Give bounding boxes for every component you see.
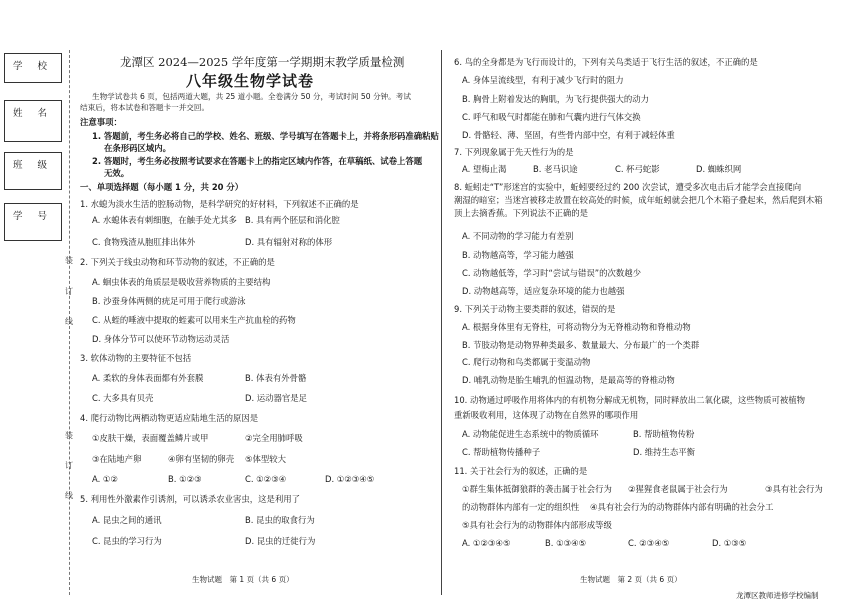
q11-option-c: C. ②③④⑤ [628, 538, 670, 548]
name-cell [4, 100, 62, 142]
notes-title: 注意事项： [80, 117, 122, 127]
cut-mark: 订 [65, 461, 73, 470]
q3-option-c: C. 大多具有贝壳 [92, 393, 154, 403]
q6-stem: 6. 鸟的全身都是为飞行而设计的，下列有关鸟类适于飞行生活的叙述，不正确的是 [454, 57, 758, 67]
q7-stem: 7. 下列现象属于先天性行为的是 [454, 147, 574, 157]
cut-mark: 线 [65, 317, 73, 326]
q4-item-5: ⑤体型较大 [245, 454, 287, 464]
q9-option-a: A. 根据身体里有无脊柱，可将动物分为无脊椎动物和脊椎动物 [462, 322, 691, 332]
section-1-title: 一、单项选择题（每小题 1 分，共 20 分） [80, 182, 244, 192]
q8-stem-line-3: 顶上去摘香蕉。下列说法不正确的是 [454, 208, 588, 218]
q5-option-d: D. 昆虫的迁徙行为 [245, 536, 316, 546]
name-label: 姓 名 [13, 108, 54, 119]
q4-option-c: C. ①②③④ [245, 474, 287, 484]
q1-option-c: C. 食物残渣从胞肛排出体外 [92, 237, 196, 247]
note-1a: 1. 答题前，考生务必将自己的学校、姓名、班级、学号填写在答题卡上，并将条形码准确粘贴 [92, 131, 439, 141]
q11-item-3: ③具有社会行为 [765, 484, 823, 494]
footer-page-2: 生物试题 第 2 页（共 6 页） [580, 575, 682, 584]
q10-stem-line-1: 10. 动物通过呼吸作用将体内的有机物分解成无机物，同时释放出二氧化碳，这些物质可被植物 [454, 395, 805, 405]
q7-option-d: D. 蜘蛛织网 [696, 164, 742, 174]
q6-option-d: D. 骨骼轻、薄、坚固，有些骨内部中空，有利于减轻体重 [462, 130, 675, 140]
q4-option-d: D. ①②③④⑤ [325, 474, 375, 484]
q3-stem: 3. 软体动物的主要特征不包括 [80, 353, 192, 363]
footer-page-1: 生物试题 第 1 页（共 6 页） [192, 575, 294, 584]
intro-line-2: 结束后，将本试卷和答题卡一并交回。 [80, 103, 210, 112]
q4-option-b: B. ①②③ [168, 474, 202, 484]
q1-stem: 1. 水螅为淡水生活的腔肠动物，是科学研究的好材料，下列叙述不正确的是 [80, 199, 359, 209]
q10-option-b: B. 帮助植物传粉 [633, 429, 695, 439]
student-id-label: 学 号 [13, 211, 54, 222]
q5-stem: 5. 利用性外激素作引诱剂，可以诱杀农业害虫，这是利用了 [80, 494, 301, 504]
q11-option-d: D. ①③⑤ [712, 538, 747, 548]
q2-option-d: D. 身体分节可以使环节动物运动灵活 [92, 334, 230, 344]
q1-option-d: D. 具有辐射对称的体形 [245, 237, 333, 247]
q11-item-5: ⑤具有社会行为的动物群体内部形成等级 [462, 520, 612, 530]
q7-option-a: A. 望梅止渴 [462, 164, 507, 174]
q11-item-2: ②猩猩食老鼠属于社会行为 [628, 484, 728, 494]
q2-option-b: B. 沙蚕身体两侧的疣足可用于爬行或游泳 [92, 296, 246, 306]
q11-item-1: ①群生集体抵御狼群的袭击属于社会行为 [462, 484, 612, 494]
q6-option-a: A. 身体呈流线型，有利于减少飞行时的阻力 [462, 75, 624, 85]
exam-subtitle: 八年级生物学试卷 [186, 72, 315, 90]
q10-stem-line-2: 重新吸收利用，这体现了动物在自然界的哪项作用 [454, 410, 639, 420]
school-label: 学 校 [13, 61, 54, 72]
cut-mark: 装 [65, 431, 73, 440]
q10-option-d: D. 维持生态平衡 [633, 447, 696, 457]
intro-line-1: 生物学试卷共 6 页，包括两道大题，共 25 道小题。全卷满分 50 分，考试时间 50 分钟。考试 [92, 92, 411, 101]
q9-option-d: D. 哺乳动物是胎生哺乳的恒温动物，是最高等的脊椎动物 [462, 375, 675, 385]
page-divider [441, 50, 442, 595]
q1-option-a: A. 水螅体表有刺细胞，在触手处尤其多 [92, 215, 237, 225]
note-2a: 2. 答题时，考生务必按照考试要求在答题卡上的指定区域内作答，在草稿纸、试卷上答题 [92, 156, 423, 166]
q11-option-a: A. ①②③④⑤ [462, 538, 511, 548]
q4-item-1: ①皮肤干燥，表面覆盖鳞片或甲 [92, 433, 209, 443]
q5-option-c: C. 昆虫的学习行为 [92, 536, 162, 546]
cut-mark: 线 [65, 491, 73, 500]
q1-option-b: B. 具有两个胚层和消化腔 [245, 215, 340, 225]
cut-mark: 装 [65, 256, 73, 265]
q8-stem-line-2: 潮湿的暗室；当迷宫被移走放置在较高处的时候，成年蚯蚓就会把几个木箱子叠起来，然后爬到木箱 [454, 195, 823, 205]
q4-item-4: ④卵有坚韧的卵壳 [168, 454, 235, 464]
q5-option-a: A. 昆虫之间的通讯 [92, 515, 162, 525]
q11-item-3-cont: 的动物群体内部有一定的组织性 [462, 502, 580, 512]
q8-option-a: A. 不同动物的学习能力有差别 [462, 231, 574, 241]
exam-title: 龙潭区 2024—2025 学年度第一学期期末教学质量检测 [120, 55, 405, 69]
q10-option-a: A. 动物能促进生态系统中的物质循环 [462, 429, 599, 439]
q3-option-b: B. 体表有外骨骼 [245, 373, 307, 383]
q8-option-d: D. 动物越高等，适应复杂环境的能力也越强 [462, 286, 625, 296]
q2-option-a: A. 蛔虫体表的角质层是吸收营养物质的主要结构 [92, 277, 271, 287]
q3-option-d: D. 运动器官是足 [245, 393, 308, 403]
q11-item-4: ④具有社会行为的动物群体内部有明确的社会分工 [590, 502, 774, 512]
q11-option-b: B. ①③④⑤ [545, 538, 587, 548]
q3-option-a: A. 柔软的身体表面都有外套膜 [92, 373, 204, 383]
q5-option-b: B. 昆虫的取食行为 [245, 515, 315, 525]
q9-stem: 9. 下列关于动物主要类群的叙述，错误的是 [454, 304, 616, 314]
q2-option-c: C. 从蛭的唾液中提取的蛭素可以用来生产抗血栓的药物 [92, 315, 296, 325]
note-1b: 在条形码区域内。 [104, 143, 171, 153]
q6-option-b: B. 胸骨上附着发达的胸肌，为飞行提供强大的动力 [462, 94, 649, 104]
q2-stem: 2. 下列关于线虫动物和环节动物的叙述，不正确的是 [80, 257, 275, 267]
note-2b: 无效。 [104, 168, 130, 178]
school-cell [4, 53, 62, 83]
q8-stem-line-1: 8. 蚯蚓走“T”形迷宫的实验中，蚯蚓要经过约 200 次尝试，遭受多次电击后才能学会直接爬向 [454, 182, 802, 192]
q9-option-b: B. 节肢动物是动物界种类最多、数量最大、分布最广的一个类群 [462, 340, 700, 350]
q7-option-b: B. 老马识途 [533, 164, 578, 174]
q9-option-c: C. 爬行动物和鸟类都属于变温动物 [462, 357, 591, 367]
student-id-cell [4, 203, 62, 241]
q4-option-a: A. ①② [92, 474, 118, 484]
q10-option-c: C. 帮助植物传播种子 [462, 447, 541, 457]
q4-item-2: ②完全用肺呼吸 [245, 433, 303, 443]
q7-option-c: C. 杯弓蛇影 [615, 164, 660, 174]
class-label: 班 级 [13, 160, 54, 171]
class-cell [4, 152, 62, 190]
q8-option-c: C. 动物越低等，学习时“尝试与错误”的次数越少 [462, 268, 641, 278]
cut-mark: 订 [65, 287, 73, 296]
q11-stem: 11. 关于社会行为的叙述，正确的是 [454, 466, 588, 476]
footer-publisher: 龙潭区教师进修学校编制 [736, 591, 819, 600]
q4-stem: 4. 爬行动物比两栖动物更适应陆地生活的原因是 [80, 413, 259, 423]
q8-option-b: B. 动物越高等，学习能力越强 [462, 250, 574, 260]
q6-option-c: C. 呼气和吸气时都能在肺和气囊内进行气体交换 [462, 112, 641, 122]
q4-item-3: ③在陆地产卵 [92, 454, 142, 464]
